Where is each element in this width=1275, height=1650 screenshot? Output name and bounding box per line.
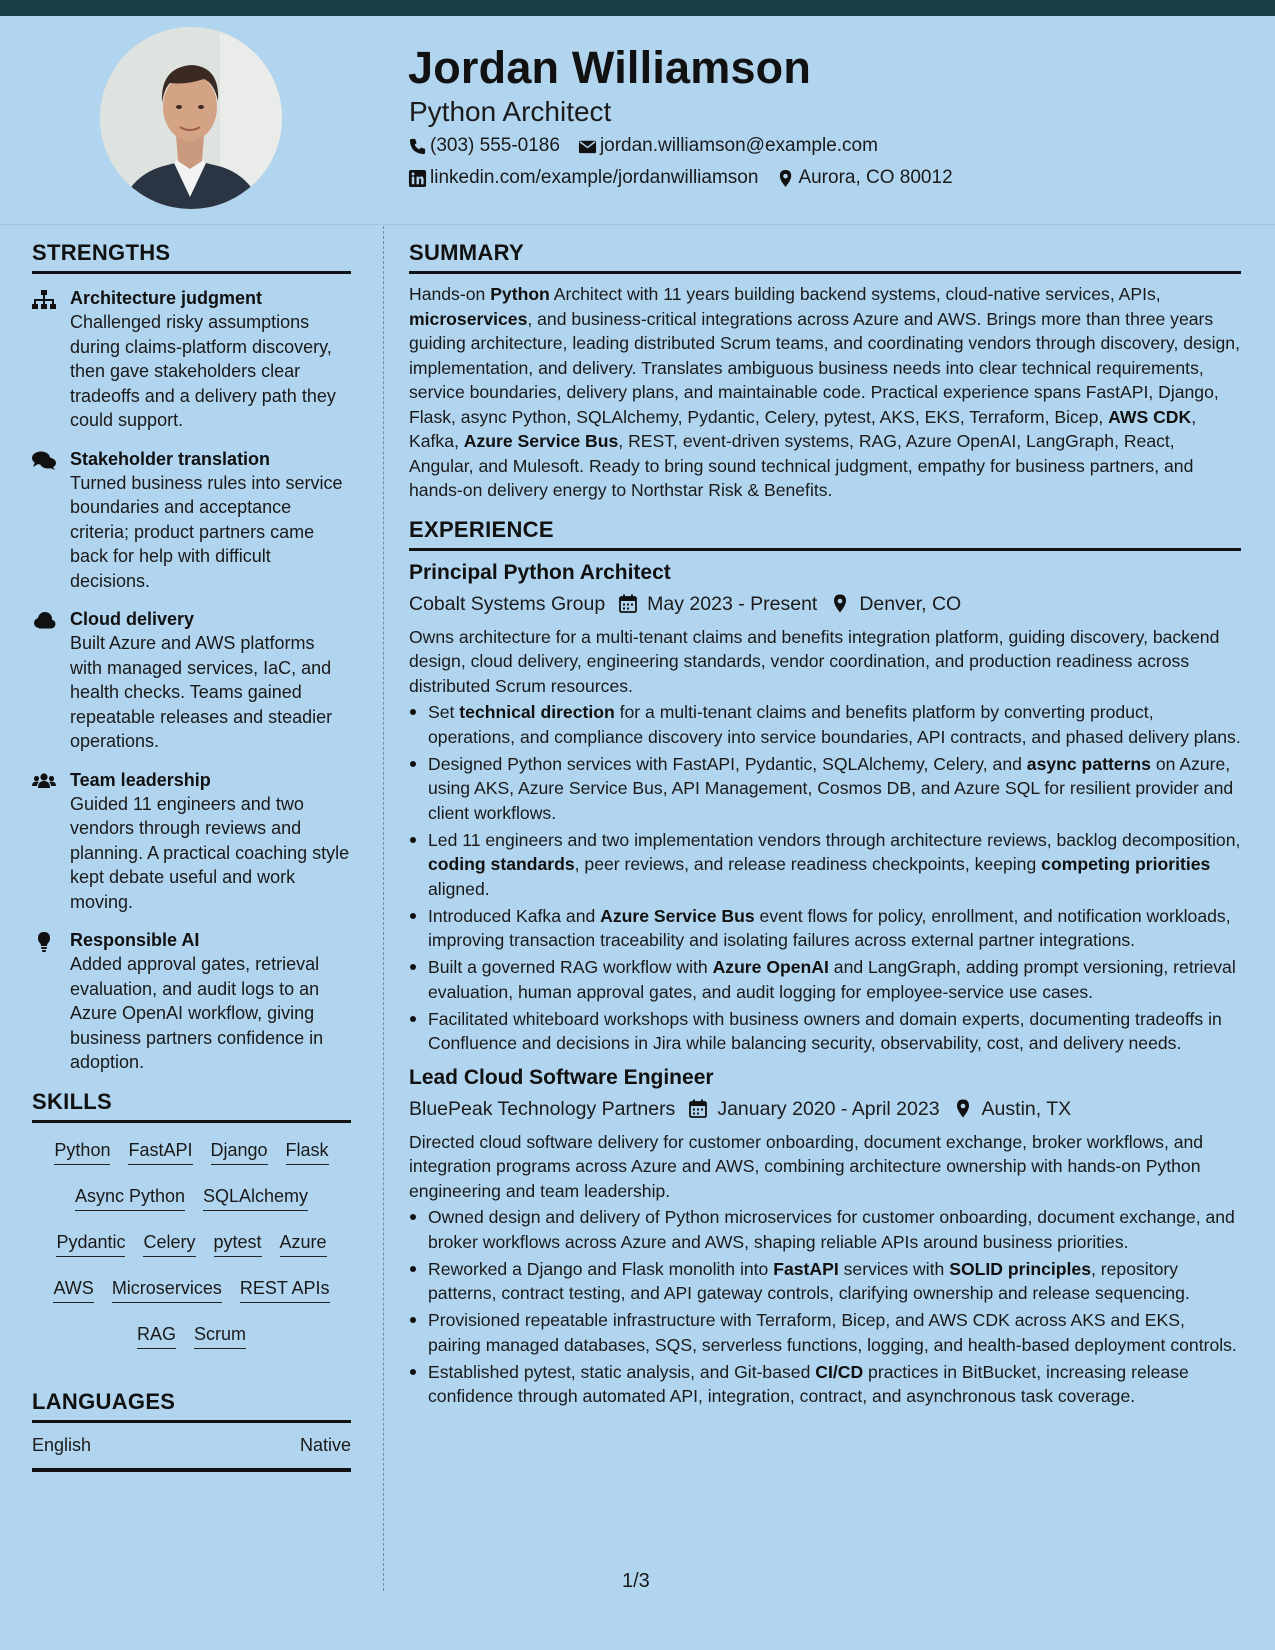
languages-heading: LANGUAGES [32,1389,351,1423]
calendar-icon [619,594,637,613]
skill-tag: Azure [280,1231,327,1257]
experience-heading: EXPERIENCE [409,517,1241,551]
languages-list [32,1423,351,1472]
skill-tag: Scrum [194,1323,246,1349]
strength-body [70,928,351,1075]
job-bullet: Led 11 engineers and two implementation vendors through architecture reviews, backlog decomposition, coding standards, peer reviews, and release readiness checkpoints, keeping competing priorities aligned. [409,828,1241,902]
job-dates: January 2020 - April 2023 [717,1097,940,1120]
language-level: Native [299,1434,351,1455]
job-bullet: Built a governed RAG workflow with Azure OpenAI and LangGraph, adding prompt versioning, retrieval evaluation, human approval gates, and audit logging for employee-service use cases. [409,955,1241,1004]
skill-tag: AWS [53,1277,93,1303]
left-column [32,240,351,1472]
job-dates-wrap [619,591,817,617]
job-company: BluePeak Technology Partners [409,1097,676,1120]
job-location: Austin, TX [981,1097,1072,1120]
job-company: Cobalt Systems Group [409,592,606,615]
strength-title: Architecture judgment [70,288,263,308]
users-icon [32,768,70,915]
strength-text: Built Azure and AWS platforms with managed services, IaC, and health checks. Teams gained repeatable releases and steadier operations. [70,633,333,751]
right-column [409,240,1241,1411]
language-row [32,1423,351,1472]
strength-item [32,928,351,1075]
strength-text: Guided 11 engineers and two vendors through reviews and planning. A practical coaching style kept debate useful and work moving. [70,793,350,912]
strength-item [32,768,351,915]
map-pin-icon [776,169,795,188]
map-pin-icon [954,1099,972,1118]
job-bullet: Established pytest, static analysis, and Git-based CI/CD practices in BitBucket, increasing release confidence through automated API, integration, contract, and asynchronous task coverage. [409,1360,1241,1409]
skill-tag: REST APIs [240,1277,330,1303]
skill-tag: SQLAlchemy [203,1185,308,1211]
summary-text: Hands-on Python Architect with 11 years building backend systems, cloud-native services, APIs, microservices, and business-critical integrations across Azure and AWS. Brings more than three years guiding architecture, leading distributed Scrum teams, and coordinating vendors through discovery, design, implementation, and delivery. Translates ambiguous business needs into clear technical requirements, service boundaries, delivery plans, and maintainable code. Practical experience spans FastAPI, Django, Flask, async Python, SQLAlchemy, Pydantic, Celery, pytest, AKS, EKS, Terraform, Bicep, AWS CDK, Kafka, Azure Service Bus, REST, event-driven systems, RAG, Azure OpenAI, LangGraph, React, Angular, and Mulesoft. Ready to bring sound technical judgment, empathy for business partners, and hands-on delivery energy to Northstar Risk & Benefits. [409,284,1240,500]
jobs-list [409,559,1241,1409]
job-location: Denver, CO [859,592,962,615]
phone-contact [408,135,560,157]
job-description: Owns architecture for a multi-tenant claims and benefits integration platform, guiding discovery, backend design, cloud delivery, engineering standards, vendor coordination, and production readiness across distributed Scrum resources. [409,626,1220,696]
skill-tag: Celery [143,1231,195,1257]
job-dates-wrap [689,1096,939,1122]
job-location-wrap [954,1096,1072,1122]
strength-title: Stakeholder translation [70,448,271,469]
strength-body [70,286,351,433]
skill-tag: Django [211,1139,268,1165]
phone-icon [408,137,427,156]
contact-row-2 [408,167,971,189]
contact-row-1 [408,135,896,157]
job-bullet: Introduced Kafka and Azure Service Bus event flows for policy, enrollment, and notification workloads, improving transaction traceability and isolating failures across external partner integrations. [409,904,1241,953]
skill-tag: Python [54,1139,110,1165]
email-contact[interactable] [578,135,878,157]
top-color-bar [0,0,1275,16]
strength-text: Turned business rules into service boundaries and acceptance criteria; product partners came back for help with difficult decisions. [70,472,343,591]
strength-item [32,607,351,754]
skill-tag: pytest [214,1231,262,1257]
skills-heading: SKILLS [32,1089,351,1123]
strength-body [70,768,351,915]
job-description: Directed cloud software delivery for customer onboarding, document exchange, broker workflows, and integration programs across Azure and AWS, combining architecture ownership with hands-on Python engineering and team leadership. [409,1131,1204,1201]
job-entry [409,1064,1241,1409]
job-bullet: Reworked a Django and Flask monolith into FastAPI services with SOLID principles, repository patterns, contract testing, and API gateway controls, clarifying ownership and release sequencing. [409,1257,1241,1306]
strength-item [32,286,351,433]
skill-tag: Pydantic [56,1231,125,1257]
job-bullet: Owned design and delivery of Python microservices for customer onboarding, document exchange, and broker workflows across Azure and AWS, shaping reliable APIs around business priorities. [409,1205,1241,1254]
location-text: Aurora, CO 80012 [798,167,953,188]
strength-title: Team leadership [70,769,211,790]
strength-text: Added approval gates, retrieval evaluation, and audit logs to an Azure OpenAI workflow, giving business partners confidence in adoption. [70,954,324,1072]
cloud-icon [32,607,70,754]
page-number: 1/3 [622,1570,650,1592]
candidate-name: Jordan Williamson [408,42,812,93]
strength-text: Challenged risky assumptions during claims-platform discovery, then gave stakeholders clear tradeoffs and a delivery path they could support. [70,312,336,430]
language-name: English [32,1434,92,1455]
skill-tag: Async Python [75,1185,185,1211]
strengths-heading: STRENGTHS [32,240,351,274]
job-title: Lead Cloud Software Engineer [409,1065,714,1089]
candidate-title: Python Architect [409,96,612,127]
calendar-icon [689,1099,707,1118]
skills-list [32,1123,351,1389]
job-location-wrap [831,591,961,617]
skill-tag: Flask [286,1139,329,1165]
map-pin-icon [831,594,849,613]
profile-photo [100,27,282,209]
job-title: Principal Python Architect [409,560,671,584]
job-bullet: Designed Python services with FastAPI, Pydantic, SQLAlchemy, Celery, and async patterns on Azure, using AKS, Azure Service Bus, API Management, Cosmos DB, and Azure SQL for resilient provider and client workflows. [409,752,1241,826]
header-divider [0,224,1275,225]
skill-tag: RAG [137,1323,176,1349]
summary-heading: SUMMARY [409,240,1241,274]
linkedin-icon [408,169,427,188]
job-bullet: Provisioned repeatable infrastructure with Terraform, Bicep, and AWS CDK across AKS and EKS, pairing managed databases, SQS, serverless functions, logging, and health-based deployment controls. [409,1308,1241,1357]
strength-title: Responsible AI [70,930,200,950]
job-bullet: Set technical direction for a multi-tenant claims and benefits platform by converting product, operations, and compliance discovery into service boundaries, API contracts, and phased delivery plans. [409,700,1241,749]
job-bullets [409,1205,1241,1409]
job-meta [409,591,1241,617]
job-bullets [409,700,1241,1056]
sitemap-icon [32,286,70,433]
email-text[interactable]: jordan.williamson@example.com [599,135,878,156]
job-entry [409,559,1241,1056]
strength-body [70,607,351,754]
location-contact [776,167,952,189]
strength-title: Cloud delivery [70,609,195,629]
strengths-list [32,286,351,1075]
phone-text: (303) 555-0186 [430,135,560,156]
job-meta [409,1096,1241,1122]
linkedin-text[interactable]: linkedin.com/example/jordanwilliamson [430,167,759,188]
column-divider [383,226,384,1591]
job-bullet: Facilitated whiteboard workshops with business owners and domain experts, documenting tradeoffs in Confluence and decisions in Jira while balancing security, observability, cost, and delivery needs. [409,1007,1241,1056]
envelope-icon [578,137,597,156]
comments-icon [32,447,70,594]
strength-item [32,447,351,594]
lightbulb-icon [32,928,70,1075]
skill-tag: Microservices [112,1277,222,1303]
skill-tag: FastAPI [128,1139,192,1165]
linkedin-contact[interactable] [408,167,758,189]
job-dates: May 2023 - Present [647,592,818,615]
strength-body [70,447,351,594]
